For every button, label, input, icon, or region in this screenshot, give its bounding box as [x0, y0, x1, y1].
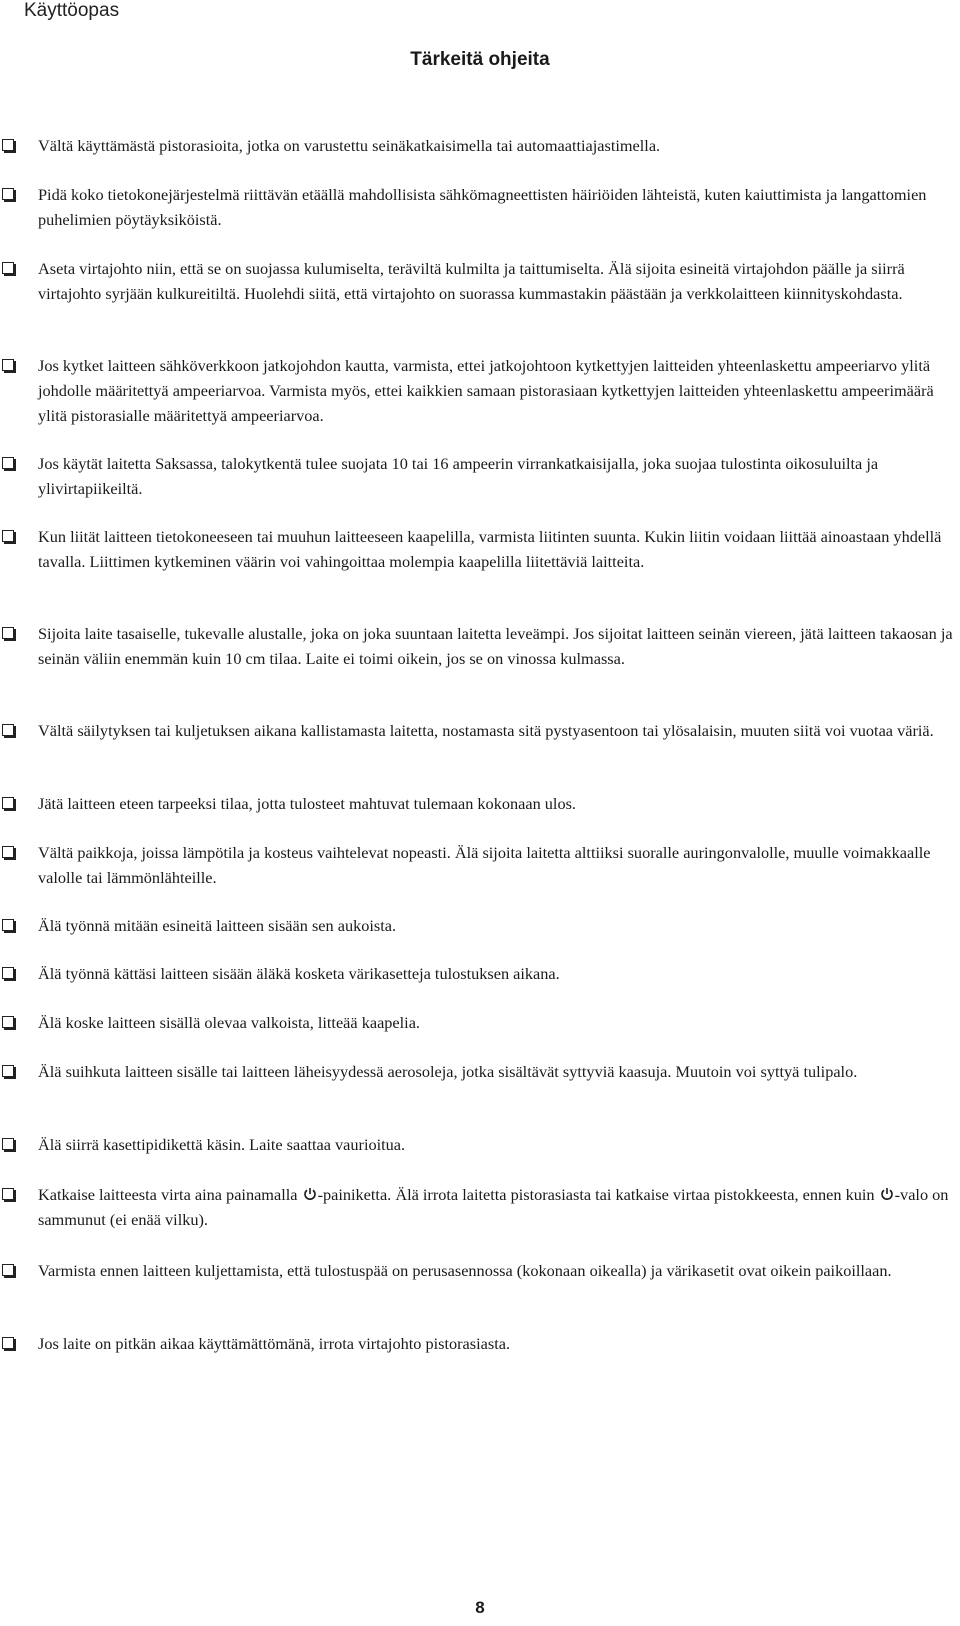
checkbox-bullet-icon [2, 1138, 14, 1150]
list-item-text: Älä työnnä mitään esineitä laitteen sisään sen aukoista. [38, 916, 397, 935]
list-item-text: Älä siirrä kasettipidikettä käsin. Laite saattaa vaurioitua. [38, 1135, 406, 1154]
checkbox-bullet-icon [2, 188, 14, 200]
list-item-text: Jos käytät laitetta Saksassa, talokytkentä tulee suojata 10 tai 16 ampeerin virrankatkaisijalla, joka suojaa tulostinta oikosuluilta ja ylivirtapiikeiltä. [38, 454, 879, 498]
power-instruction-part1: Katkaise laitteesta virta aina painamalla [38, 1185, 298, 1204]
list-item-text: Jos kytket laitteen sähköverkkoon jatkojohdon kautta, varmista, ettei jatkojohtoon kytkettyjen laitteiden yhteenlaskettu ampeeriarvo ylitä johdolle määritettyä ampeeriarvoa. Varmista myös, ettei kaikkien samaan pistorasiaan kytkettyjen laitteiden yhteenlaskettu ampeerimäärä ylitä pistorasialle määritettyä ampeeriarvoa. [38, 356, 934, 425]
checkbox-bullet-icon [2, 627, 14, 639]
power-icon [880, 1187, 894, 1201]
checkbox-bullet-icon [2, 1188, 14, 1200]
checkbox-bullet-icon [2, 262, 14, 274]
list-item-text: Älä suihkuta laitteen sisälle tai laitteen läheisyydessä aerosoleja, jotka sisältävät syttyviä kaasuja. Muutoin voi syttyä tulipalo. [38, 1062, 858, 1081]
checkbox-bullet-icon [2, 724, 14, 736]
power-instruction-part2: -painiketta. Älä irrota laitetta pistorasiasta tai katkaise virtaa pistokkeesta, ennen kuin [317, 1185, 875, 1204]
checkbox-bullet-icon [2, 1016, 14, 1028]
list-item-text [38, 1182, 958, 1232]
list-item-text: Vältä käyttämästä pistorasioita, jotka on varustettu seinäkatkaisimella tai automaattiajastimella. [38, 136, 661, 155]
checkbox-bullet-icon [2, 1264, 14, 1276]
checkbox-bullet-icon [2, 139, 14, 151]
checkbox-bullet-icon [2, 846, 14, 858]
checkbox-bullet-icon [2, 919, 14, 931]
document-header-title: Käyttöopas [24, 0, 120, 21]
list-item-text: Kun liität laitteen tietokoneeseen tai muuhun laitteeseen kaapelilla, varmista liitinten suunta. Kukin liitin voidaan liittää ainoastaan yhdellä tavalla. Liittimen kytkeminen väärin voi vahingoittaa molempia kaapelilla liitettäviä laitteita. [38, 527, 942, 571]
power-icon [303, 1187, 317, 1201]
checkbox-bullet-icon [2, 1065, 14, 1077]
power-instruction-part3: -valo on sammunut (ei enää vilku). [38, 1185, 949, 1229]
section-title: Tärkeitä ohjeita [410, 49, 550, 70]
checkbox-bullet-icon [2, 967, 14, 979]
checkbox-bullet-icon [2, 797, 14, 809]
list-item-text: Vältä säilytyksen tai kuljetuksen aikana kallistamasta laitetta, nostamasta sitä pystyasentoon tai ylösalaisin, muuten siitä voi vuotaa väriä. [38, 721, 934, 740]
list-item-text: Jos laite on pitkän aikaa käyttämättömänä, irrota virtajohto pistorasiasta. [38, 1334, 511, 1353]
checkbox-bullet-icon [2, 1337, 14, 1349]
list-item-text: Pidä koko tietokonejärjestelmä riittävän etäällä mahdollisista sähkömagneettisten häiriöiden lähteistä, kuten kaiuttimista ja langattomien puhelimien pöytäyksiköistä. [38, 185, 927, 229]
list-item-text: Aseta virtajohto niin, että se on suojassa kulumiselta, teräviltä kulmilta ja taittumiselta. Älä sijoita esineitä virtajohdon päälle ja siirrä virtajohto syrjään kulkureitiltä. Huolehdi siitä, että virtajohto on suorassa kummastakin päästään ja verkkolaitteen kiinnityskohdasta. [38, 259, 905, 303]
list-item-text: Varmista ennen laitteen kuljettamista, että tulostuspää on perusasennossa (kokonaan oikealla) ja värikasetit ovat oikein paikoillaan. [38, 1261, 892, 1280]
checkbox-bullet-icon [2, 530, 14, 542]
list-item-text: Jätä laitteen eteen tarpeeksi tilaa, jotta tulosteet mahtuvat tulemaan kokonaan ulos. [38, 794, 576, 813]
checkbox-bullet-icon [2, 457, 14, 469]
page-number: 8 [475, 1598, 485, 1617]
list-item-text: Älä työnnä kättäsi laitteen sisään äläkä kosketa värikasetteja tulostuksen aikana. [38, 964, 560, 983]
list-item-text: Vältä paikkoja, joissa lämpötila ja kosteus vaihtelevat nopeasti. Älä sijoita laitetta alttiiksi suoralle auringonvalolle, muulle voimakkaalle valolle tai lämmönlähteille. [38, 843, 931, 887]
list-item-text: Sijoita laite tasaiselle, tukevalle alustalle, joka on joka suuntaan laitetta leveämpi. Jos sijoitat laitteen seinän viereen, jätä laitteen takaosan ja seinän väliin enemmän kuin 10 cm tilaa. Laite ei toimi oikein, jos se on vinossa kulmassa. [38, 624, 953, 668]
checkbox-bullet-icon [2, 359, 14, 371]
list-item-text: Älä koske laitteen sisällä olevaa valkoista, litteää kaapelia. [38, 1013, 421, 1032]
